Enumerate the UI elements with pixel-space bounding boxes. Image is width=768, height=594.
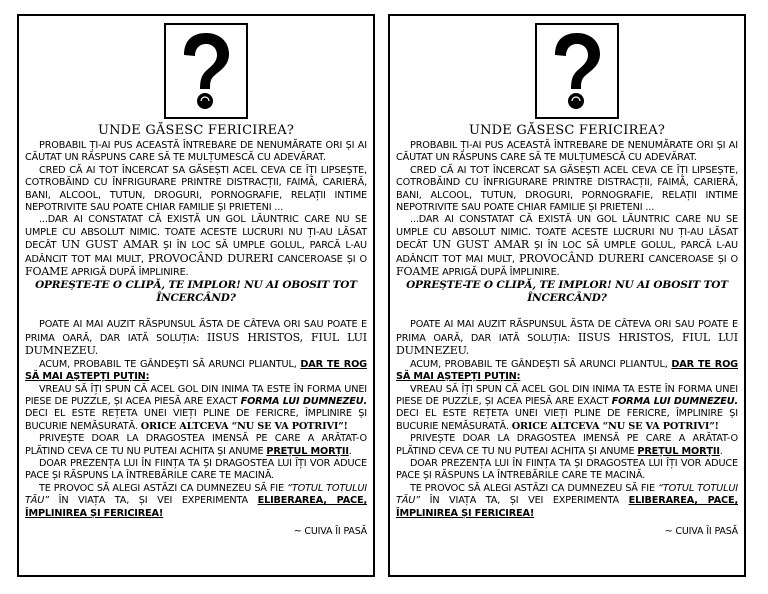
paragraph-9: TE PROVOC SĂ ALEGI ASTĂZI CA DUMNEZEU SĂ FIE “TOTUL TOTULUI TĂU” ÎN VIAȚA TA, ȘI VEI EXPERIMENTA ELIBERAREA, PACE, ÎMPLINIREA ȘI FERICIREA! xyxy=(396,482,738,519)
paragraph-3: ...DAR AI CONSTATAT CĂ EXISTĂ UN GOL LĂUNTRIC CARE NU SE UMPLE CU ABSOLUT NIMIC. TOATE ACESTE LUCRURI NU ȚI-AU LĂSAT DECÂT UN GUST AMAR ȘI ÎN LOC SĂ UMPLE GOLUL, PARCĂ L-AU ADÂNCIT TOT MAI MULT, PROVOCÂND DURERI CANCEROASE ȘI O FOAME APRIGĂ DUPĂ ÎMPLINIRE. xyxy=(25,214,367,279)
tract-text xyxy=(25,123,367,538)
paragraph-2: CRED CĂ AI TOT ÎNCERCAT SA GĂSEȘTI ACEL CEVA CE ÎȚI LIPSEȘTE, COTROBĂIND CU ÎNFRIGURARE PRINTRE DISTRACȚII, FAIMĂ, CARIERĂ, BANI, ALCOOL, TUTUN, DROGURI, PORNOGRAFIE, RELAȚII INTIME NEPOTRIVITE SAU POATE CHIAR FAMILIE ȘI PRIETENI ... xyxy=(396,164,738,214)
tract-panel-right xyxy=(388,14,746,577)
paragraph-7: PRIVEȘTE DOAR LA DRAGOSTEA IMENSĂ PE CARE A ARĂTAT-O PLĂTIND CEVA CE TU NU PUTEAI ACHITA ȘI ANUME PREȚUL MORȚII. xyxy=(396,433,738,457)
paragraph-8: DOAR PREZENȚA LUI ÎN FIINȚA TA ȘI DRAGOSTEA LUI ÎȚI VOR ADUCE PACE ȘI RĂSPUNS LA ÎNTREBĂRILE CARE TE MACINĂ. xyxy=(25,457,367,482)
signature: ~ CUIVA ÎI PASĂ xyxy=(664,525,738,537)
question-mark-logo xyxy=(535,23,619,119)
paragraph-9: TE PROVOC SĂ ALEGI ASTĂZI CA DUMNEZEU SĂ FIE “TOTUL TOTULUI TĂU” ÎN VIAȚA TA, ȘI VEI EXPERIMENTA ELIBERAREA, PACE, ÎMPLINIREA ȘI FERICIREA! xyxy=(25,482,367,519)
tract-title: UNDE GĂSESC FERICIREA? xyxy=(97,123,295,138)
callout: OPREȘTE-TE O CLIPĂ, TE IMPLOR! NU AI OBOSIT TOT ÎNCERCÂND? xyxy=(406,279,728,305)
tract-text xyxy=(396,123,738,538)
paragraph-2: CRED CĂ AI TOT ÎNCERCAT SA GĂSEȘTI ACEL CEVA CE ÎȚI LIPSEȘTE, COTROBĂIND CU ÎNFRIGURARE PRINTRE DISTRACȚII, FAIMĂ, CARIERĂ, BANI, ALCOOL, TUTUN, DROGURI, PORNOGRAFIE, RELAȚII INTIME NEPOTRIVITE SAU POATE CHIAR FAMILIE ȘI PRIETENI ... xyxy=(25,164,367,214)
paragraph-1: PROBABIL ȚI-AI PUS ACEASTĂ ÎNTREBARE DE NENUMĂRATE ORI ȘI AI CĂUTAT UN RĂSPUNS CARE SĂ TE MULȚUMESCĂ CU ADEVĂRAT. xyxy=(396,140,738,164)
question-mark-icon xyxy=(537,25,617,117)
paragraph-1: PROBABIL ȚI-AI PUS ACEASTĂ ÎNTREBARE DE NENUMĂRATE ORI ȘI AI CĂUTAT UN RĂSPUNS CARE SĂ TE MULȚUMESCĂ CU ADEVĂRAT. xyxy=(25,140,367,164)
signature: ~ CUIVA ÎI PASĂ xyxy=(293,525,367,537)
question-mark-logo xyxy=(164,23,248,119)
paragraph-7: PRIVEȘTE DOAR LA DRAGOSTEA IMENSĂ PE CARE A ARĂTAT-O PLĂTIND CEVA CE TU NU PUTEAI ACHITA ȘI ANUME PREȚUL MORȚII. xyxy=(25,433,367,457)
tract-title: UNDE GĂSESC FERICIREA? xyxy=(468,123,666,138)
paragraph-8: DOAR PREZENȚA LUI ÎN FIINȚA TA ȘI DRAGOSTEA LUI ÎȚI VOR ADUCE PACE ȘI RĂSPUNS LA ÎNTREBĂRILE CARE TE MACINĂ. xyxy=(396,457,738,482)
paragraph-5: ACUM, PROBABIL TE GÂNDEȘTI SĂ ARUNCI PLIANTUL, DAR TE ROG SĂ MAI AȘTEPȚI PUȚIN: xyxy=(396,358,738,383)
paragraph-4: POATE AI MAI AUZIT RĂSPUNSUL ĂSTA DE CÂTEVA ORI SAU POATE E PRIMA OARĂ, DAR IATĂ SOLUȚIA: IISUS HRISTOS, FIUL LUI DUMNEZEU. xyxy=(25,319,367,358)
question-mark-icon xyxy=(166,25,246,117)
tract-panel-left xyxy=(17,14,375,577)
paragraph-6: VREAU SĂ ÎȚI SPUN CĂ ACEL GOL DIN INIMA TA ESTE ÎN FORMA UNEI PIESE DE PUZZLE, ȘI ACEA PIESĂ ARE EXACT FORMA LUI DUMNEZEU. DECI EL ESTE REȚETA UNEI VIEȚI PLINE DE FERICRE, ÎMPLINIRE ȘI BUCURIE NEMĂSURATĂ. ORICE ALTCEVA “NU SE VA POTRIVI”! xyxy=(396,383,738,432)
paragraph-6: VREAU SĂ ÎȚI SPUN CĂ ACEL GOL DIN INIMA TA ESTE ÎN FORMA UNEI PIESE DE PUZZLE, ȘI ACEA PIESĂ ARE EXACT FORMA LUI DUMNEZEU. DECI EL ESTE REȚETA UNEI VIEȚI PLINE DE FERICRE, ÎMPLINIRE ȘI BUCURIE NEMĂSURATĂ. ORICE ALTCEVA “NU SE VA POTRIVI”! xyxy=(25,383,367,432)
paragraph-4: POATE AI MAI AUZIT RĂSPUNSUL ĂSTA DE CÂTEVA ORI SAU POATE E PRIMA OARĂ, DAR IATĂ SOLUȚIA: IISUS HRISTOS, FIUL LUI DUMNEZEU. xyxy=(396,319,738,358)
paragraph-3: ...DAR AI CONSTATAT CĂ EXISTĂ UN GOL LĂUNTRIC CARE NU SE UMPLE CU ABSOLUT NIMIC. TOATE ACESTE LUCRURI NU ȚI-AU LĂSAT DECÂT UN GUST AMAR ȘI ÎN LOC SĂ UMPLE GOLUL, PARCĂ L-AU ADÂNCIT TOT MAI MULT, PROVOCÂND DURERI CANCEROASE ȘI O FOAME APRIGĂ DUPĂ ÎMPLINIRE. xyxy=(396,214,738,279)
callout: OPREȘTE-TE O CLIPĂ, TE IMPLOR! NU AI OBOSIT TOT ÎNCERCÂND? xyxy=(35,279,357,305)
paragraph-5: ACUM, PROBABIL TE GÂNDEȘTI SĂ ARUNCI PLIANTUL, DAR TE ROG SĂ MAI AȘTEPȚI PUȚIN: xyxy=(25,358,367,383)
